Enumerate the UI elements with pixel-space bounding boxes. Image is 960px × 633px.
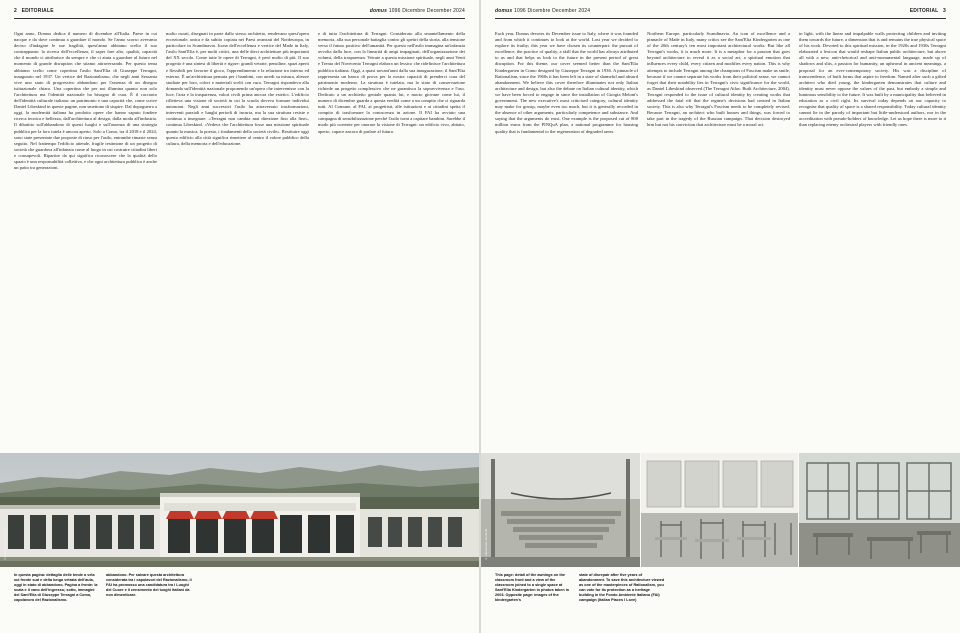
left-photo-credit: © Alessandro Gandolfi <box>3 529 7 561</box>
right-text-column-2: Northern Europe, particularly Scandinavia. An icon of excellence and a pinnacle of Made in Italy, many critics see the Sant'Elia Kindergarten as one of the 20th century's ten most important architectural works. But like all Terragni's works, it is much more. It is a metaphor for a passion that goes beyond architecture to reveal it as a social art, a spiritual emotion that influences every child, every citizen and modifies every nation. This is why attempts to include Terragni among the champions of Fascism make us smile, because if we cannot separate his works from their political sense, we cannot forget that their notability lies in Terragni's civic significance for the world, as Daniel Libeskind observed (The Terragni Atlas: Built Architecture, 2004). Terragni responded to the issue of cultural identity by creating works that addressed the fatal rift that the regime's decisions had created in Italian society. This is also why Terragni's Fascism needs to be completely revised. Because Terragni, an architect who built houses and things, was forced to take part in the tragedy of the Russian campaign. That decision destroyed him but not his conviction that architecture must be a moral act. <box>647 31 790 128</box>
left-caption-2: abbandono. Per salvare questa architettura considerata tra i capolavori del Razionalismo, il FAI ha promosso una candidatura tra i Luoghi del Cuore e il censimento dei luoghi italiani da non dimenticare. <box>106 573 192 597</box>
right-caption-1: This page: detail of the awnings on the classroom front and a view of the classroom joined to a single space at Sant'Elia Kindergarten in photos taken in 2003. Opposite page: images of the kindergarten's <box>495 573 570 602</box>
right-text-column-3: in light, with the linear and impalpable walls protecting children and inviting them towards the future, a dimension that is and remains the true physical space of his work. Devoted to this spiritual mission, in the 1920s and 1930s Terragni elaborated a lexicon that would reshape Italian public architecture, but above all with a new, anti-rhetorical and anti-monumental language, made up of shadows and slits, a passion for humanity, an upheaval in ancient meanings, a proposal for an ever-contemporary society. His was a discipline of transcendence, of built forms that aspire to freedom. Named after such a gifted architect who died young, the kindergarten demonstrates that culture and identity must never oppose the values of the past, but embody a simple and luminous sensibility to the future. It was built by a municipality that believed in education as a civil right. Its survival today depends on our capacity to recognise that quality of space is a shared responsibility. Today cultural identity cannot lie in the parody of important but little-understood authors, nor in the accreditation with pseudo-holders of knowledge. Let us hope there is more to it than replacing enemy orchestral players with friendly ones. <box>799 31 946 128</box>
left-caption-1: In questa pagina: dettaglio delle tende a vela sul fronte sud e della lunga vetrata dell'aula, oggi in stato di abbandono. Pagina a fronte: la scala e il vano dell'ingresso; sotto, immagini del Sant'Elia di Giuseppe Terragni a Como, capolavoro del Razionalismo. <box>14 573 98 602</box>
left-page-number: 2 <box>14 8 17 14</box>
left-text-column-3: e di tutta l'architettura di Terragni. Considerato allo smantellamento della memoria, alla sua personale battaglia contro gli spettri della storia, alla tensione verso il futuro positivo dell'umanità. Per questo nell'asilo immagina un'infanzia avvolta dalla luce, con la linearità di ampi impaginati, dell'organizzazione dei volumi, della trasparenza. Vetrate a questa missione spirituale, negli anni Venti e Trenta del Novecento Terragni elabora un lessico che ridefinisce l'architettura pubblica italiana. Oggi, a quasi novant'anni dalla sua inaugurazione, il Sant'Elia rappresenta un banco di prova per la nostra capacità di prenderci cura del patrimonio moderno. La struttura è tutelata, ma lo stato di conservazione richiede un progetto complessivo che ne garantisca la sopravvivenza e l'uso. Dedicato a un architetto geniale quanto lui, e morto giovane come lui, il numero di dicembre guarda a questa eredità come a un compito che ci riguarda tutti. Al Comune, al FAI, ai progettisti, alle istituzioni e ai cittadini spetta il compito di trasformare la conoscenza in azione. Il FAI ha avviato una campagna di sensibilizzazione perché l'asilo torni a ospitare bambini. Sarebbe il modo più coerente per onorare la visione di Terragni: un edificio vivo, abitato, aperto, capace ancora di parlare al futuro. <box>318 31 465 134</box>
right-page-header <box>495 8 946 18</box>
right-header-right <box>910 8 946 14</box>
left-photo-building-exterior <box>0 453 479 567</box>
left-text-column-2: molto curati, disegnati in parte dallo stesso architetto, rendevano quest'opera eccezionale, unica e da subito copiata nei Paesi avanzati del Nordeuropa, in particolare in Scandinavia. Icona dell'eccellenza e vertice del Made in Italy, l'asilo Sant'Elia è, per molti critici, una delle dieci architetture più importanti del XX secolo. Come tutte le opere di Terragni, è però molto di più. Il suo progetto è una sintesi di libertà e rigore: grandi vetrate, pensiline, spazi aperti e flessibili per favorire il gioco, l'apprendimento e la relazione tra interno ed esterno. È un'architettura pensata per i bambini, con arredi su misura, altezze studiate per loro, colori e materiali scelti con cura. Terragni rispondeva alla domanda sull'identità nazionale proponendo un'opera che intervenisse con la luce, l'aria e la trasparenza, valori civili prima ancora che estetici. L'edificio rifletteva una visione di società in cui la scuola doveva formare individui autonomi. Negli anni successivi l'asilo ha attraversato trasformazioni, interventi parziali e lunghi periodi di incuria, ma la sua struttura resiste e continua a insegnare. «Terragni non cambia mai direzione fino alla fine», continua Libeskind. «Vedeva che l'architettura fosse una missione spirituale quanto la musica, la poesia, i fondamenti della società civile». Restituire oggi questo edificio alla città significa rimettere al centro il valore pubblico della cultura, della memoria e dell'educazione. <box>166 31 309 146</box>
left-page-header <box>14 8 465 18</box>
right-photo-abandoned-room <box>799 453 960 567</box>
left-header-rule <box>14 18 465 19</box>
right-photo-credit: © Alessandro Gandolfi <box>484 529 488 561</box>
right-issue-info: 1096 Dicembre December 2024 <box>513 8 591 14</box>
right-masthead <box>495 8 590 14</box>
right-text-column-1: Each year, Domus devotes its December issue to Italy, where it was founded and from which it continues to look at the world. Last year we decided to explore its frailty; this year we have chosen its counterpart: the pursuit of excellence, the practice of quality, a skill that the world has always attributed to us and that helps us look to the future in the present period of great disruption. For this theme, our cover seemed better than the Sant'Elia Kindergarten in Como designed by Giuseppe Terragni in 1936. A pinnacle of Rationalism, since the 1960s it has been left in a state of shameful and absurd abandonment. We believe this cover therefore illuminates not only Italian architecture and design, but also the debate on Italian cultural identity, which we have been forced to engage in since the installation of Giorgia Meloni's government. The new executive's most criticised category, cultural identity may make for gossip, maybe even too much, but it is generally recorded in the absence of other arguments, particularly competence and substance. And saying that the arguments do exist. One example is the proposed cut of 800 million euros from the PINQuA plan, a national programme for housing quality that is fundamental to the regeneration of degraded areas. <box>495 31 638 134</box>
right-page-number: 3 <box>943 8 946 14</box>
left-section-title: EDITORIALE <box>21 8 54 14</box>
right-magazine-name: domus <box>495 8 513 14</box>
right-section-title: EDITORIAL <box>909 8 939 14</box>
right-photo-classroom-interior <box>641 453 798 567</box>
left-issue-info: 1096 Dicembre December 2024 <box>388 8 465 14</box>
right-page <box>481 0 960 633</box>
right-caption-2: state of disrepair after five years of abandonment. To save this architecture viewed as one of the masterpieces of Rationalism, you can vote for its protection as a heritage building in the Fondo Ambiente Italiano (FAI) campaign (Italian Places I Love) <box>579 573 665 602</box>
right-photo-staircase <box>481 453 640 567</box>
left-masthead <box>370 8 465 14</box>
left-text-column-1: Ogni anno, Domus dedica il numero di dicembre all'Italia. Paese in cui nacque e da dove continua a guardare il mondo. Se l'anno scorso avevamo deciso d'indagare le sue fragilità, quest'anno abbiamo scelto il suo contrappunto: la ricerca dell'eccellenza, il saper fare alto, qualità, capacità che il mondo ci attribuisce da sempre e che ci aiuta a guardare al futuro nel momento di grande disruption che stiamo attraversando. Per questo tema abbiamo scelto come copertina l'asilo Sant'Elia di Giuseppe Terragni, inaugurato nel 1937. Un vertice del Razionalismo, che negli anni Sessanta vive uno stato di progressivo abbandono per l'assenza di un disegno istituzionale chiaro. Una copertina che per noi illumina quanto non solo l'architettura ma l'identità nazionale ha bisogno di cura. È il racconto dell'identità culturale italiana: un patrimonio e una capacità che, come scrive Daniel Libeskind in queste pagine, non smettono di stupire. Dal dopoguerra a oggi, la modernità italiana ha prodotto opere che hanno saputo fondere ricerca tecnica e bellezza, dall'architettura al design, dalla moda all'industria. Il dibattito sull'abbandono di questi luoghi e sull'assenza di una strategia pubblica per la loro tutela è ancora aperto. Solo a Como, tra il 2018 e il 2024, sono state presentate due proposte di riuso per l'asilo, entrambe rimaste senza seguito. Nel frattempo l'edificio attende, fragile testimone di un progetto di società che guardava all'infanzia come al luogo in cui costruire cittadini liberi e consapevoli. Ripartire da qui significa riconoscere che la qualità dello spazio è una responsabilità collettiva, e che ogni architettura pubblica è anche un patto tra generazioni. <box>14 31 157 171</box>
left-page <box>0 0 479 633</box>
left-magazine-name: domus <box>369 8 388 14</box>
right-header-rule <box>495 18 946 19</box>
